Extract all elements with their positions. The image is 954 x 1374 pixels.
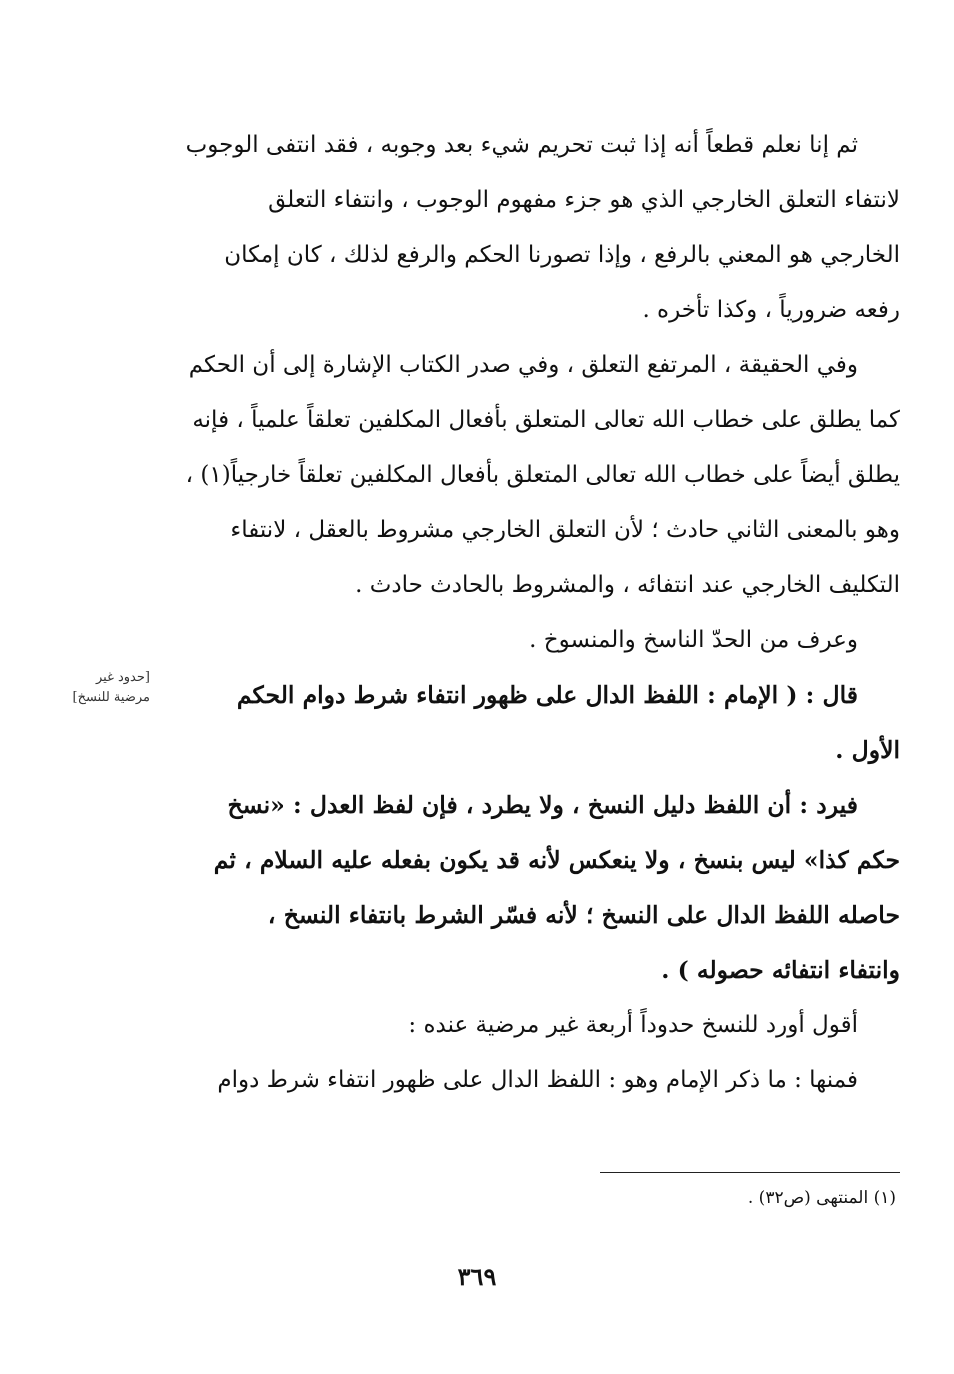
- main-text: [148, 118, 900, 1108]
- margin-note-line-1: [حدود غير: [95, 670, 150, 685]
- text-line: التكليف الخارجي عند انتفائه ، والمشروط بالحادث حادث .: [355, 572, 900, 598]
- footnote-divider: [600, 1172, 900, 1173]
- text-line: الأول .: [835, 736, 900, 764]
- text-line: فيرد : أن اللفظ دليل النسخ ، ولا يطرد ، فإن لفظ العدل : «نسخ: [227, 791, 858, 819]
- text-line: رفعه ضرورياً ، وكذا تأخره .: [642, 297, 900, 323]
- text-line: أقول أورد للنسخ حدوداً أربعة غير مرضية عنده :: [408, 1012, 858, 1038]
- text-line: يطلق أيضاً على خطاب الله تعالى المتعلق بأفعال المكلفين تعلقاً خارجياً(١) ،: [185, 462, 900, 488]
- text-line: وهو بالمعنى الثاني حادث ؛ لأن التعلق الخارجي مشروط بالعقل ، لانتفاء: [230, 517, 900, 543]
- text-line: وعرف من الحدّ الناسخ والمنسوخ .: [529, 627, 858, 653]
- text-line: الخارجي هو المعني بالرفع ، وإذا تصورنا الحكم والرفع لذلك ، كان إمكان: [224, 242, 900, 268]
- text-line: حاصله اللفظ الدال على النسخ ؛ لأنه فسّر الشرط بانتفاء النسخ ،: [267, 901, 900, 929]
- text-line: كما يطلق على خطاب الله تعالى المتعلق بأفعال المكلفين تعلقاً علمياً ، فإنه: [192, 407, 900, 433]
- text-line: قال : ( الإمام : اللفظ الدال على ظهور انتفاء شرط دوام الحكم: [236, 681, 858, 709]
- footnote: (١) المنتهى (ص٣٢) .: [747, 1188, 896, 1208]
- page-number: ٣٦٩: [457, 1262, 497, 1291]
- text-line: وانتفاء انتفائه حصوله ) .: [661, 956, 900, 984]
- text-line: ثم إنا نعلم قطعاً أنه إذا ثبت تحريم شيء بعد وجوبه ، فقد انتفى الوجوب: [185, 132, 858, 158]
- text-line: لانتفاء التعلق الخارجي الذي هو جزء مفهوم الوجوب ، وانتفاء التعلق: [268, 187, 900, 213]
- text-line: وفي الحقيقة ، المرتفع التعلق ، وفي صدر الكتاب الإشارة إلى أن الحكم: [188, 352, 858, 378]
- margin-note: [20, 668, 150, 708]
- text-line: فمنها : ما ذكر الإمام وهو : اللفظ الدال على ظهور انتفاء شرط دوام: [217, 1067, 858, 1093]
- margin-note-line-2: مرضية للنسخ]: [72, 690, 150, 705]
- text-line: حكم كذا» ليس بنسخ ، ولا ينعكس لأنه قد يكون بفعله عليه السلام ، ثم: [213, 846, 900, 874]
